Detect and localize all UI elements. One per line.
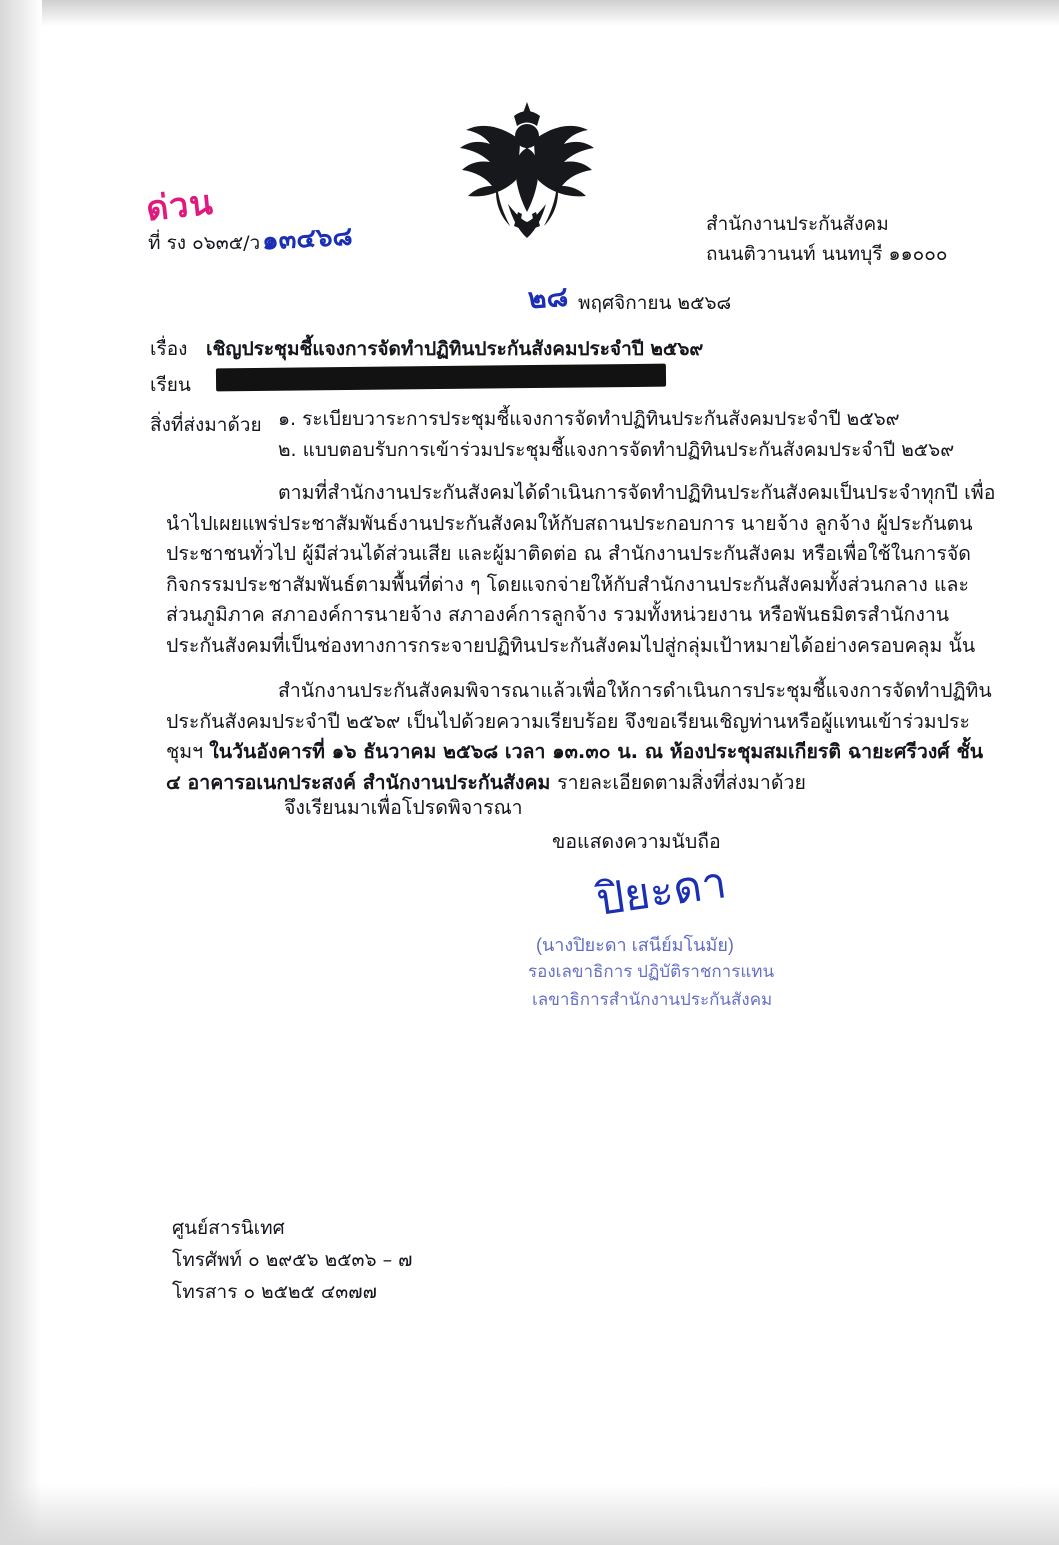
agency-name: สำนักงานประกันสังคม: [706, 213, 889, 235]
signer-position-line-2: เลขาธิการสำนักงานประกันสังคม: [532, 990, 773, 1009]
closing-line: จึงเรียนมาเพื่อโปรดพิจารณา: [284, 796, 523, 819]
attachments-label: สิ่งที่ส่งมาด้วย: [150, 414, 262, 436]
paragraph-2-text-part1: สำนักงานประกันสังคมพิจารณาแล้วเพื่อให้การดำเนินการประชุมชี้แจงการจัดทำปฏิทินประกันสังคมประจำปี ๒๕๖๙ เป็นไปด้วยความเรียบร้อย จึงขอเรียนเชิญท่านหรือผู้แทนเข้าร่วมประชุมฯ: [166, 679, 992, 763]
signature-mark: ปิยะดา: [593, 857, 730, 926]
redaction-bar: [216, 364, 666, 392]
signer-name: (นางปิยะดา เสนีย์มโนมัย): [536, 935, 734, 955]
page-bottom-shadow: [0, 1485, 1059, 1545]
paragraph-2-meeting-details: ในวันอังคารที่ ๑๖ ธันวาคม ๒๕๖๘ เวลา ๑๓.๓๐ น. ณ ห้องประชุมสมเกียรติ ฉายะศรีวงศ์ ชั้น ๔ อาคารอเนกประสงค์ สำนักงานประกันสังคม: [166, 740, 984, 794]
agency-address-line: ถนนติวานนท์ นนทบุรี ๑๑๐๐๐: [706, 243, 948, 265]
date-month-year: พฤศจิกายน ๒๕๖๘: [578, 292, 732, 314]
paragraph-2-text-part2: รายละเอียดตามสิ่งที่ส่งมาด้วย: [557, 770, 806, 794]
garuda-emblem-icon: [452, 96, 602, 246]
urgent-stamp: ด่วน: [144, 182, 216, 230]
attachment-item-1: ๑. ระเบียบวาระการประชุมชี้แจงการจัดทำปฏิทินประกันสังคมประจำปี ๒๕๖๙: [278, 408, 900, 430]
recipient-label: เรียน: [150, 374, 191, 396]
footer-fax: โทรสาร ๐ ๒๕๒๕ ๔๓๗๗: [172, 1281, 377, 1303]
document-number-handwritten: ๑๓๔๖๘: [261, 221, 354, 257]
footer-office: ศูนย์สารนิเทศ: [172, 1217, 285, 1239]
date-day-handwritten: ๒๘: [526, 280, 570, 315]
signer-position-line-1: รองเลขาธิการ ปฏิบัติราชการแทน: [528, 962, 775, 981]
subject-label: เรื่อง: [150, 338, 188, 360]
footer-phone: โทรศัพท์ ๐ ๒๙๕๖ ๒๕๓๖ – ๗: [172, 1249, 413, 1271]
regards-line: ขอแสดงความนับถือ: [552, 830, 721, 853]
footer-contact: [172, 1212, 412, 1308]
agency-address: [706, 209, 947, 269]
body-paragraph-1: [166, 478, 996, 661]
page-top-shadow: [0, 0, 1059, 26]
paragraph-1-text: ตามที่สำนักงานประกันสังคมได้ดำเนินการจัดทำปฏิทินประกันสังคมเป็นประจำทุกปี เพื่อนำไปเผยแพร่ประชาสัมพันธ์งานประกันสังคมให้กับสถานประกอบการ นายจ้าง ลูกจ้าง ผู้ประกันตน ประชาชนทั่วไป ผู้มีส่วนได้ส่วนเสีย และผู้มาติดต่อ ณ สำนักงานประกันสังคม หรือเพื่อใช้ในการจัดกิจกรรมประชาสัมพันธ์ตามพื้นที่ต่าง ๆ โดยแจกจ่ายให้กับสำนักงานประกันสังคมทั้งส่วนกลาง และส่วนภูมิภาค สภาองค์การนายจ้าง สภาองค์การลูกจ้าง รวมทั้งหน่วยงาน หรือพันธมิตรสำนักงานประกันสังคมที่เป็นช่องทางการกระจายปฏิทินประกันสังคมไปสู่กลุ่มเป้าหมายได้อย่างครอบคลุม นั้น: [166, 481, 996, 657]
page-left-shadow: [0, 0, 42, 1545]
document-number-label: ที่ รง ๐๖๓๕/ว: [148, 232, 261, 254]
subject-value: เชิญประชุมชี้แจงการจัดทำปฏิทินประกันสังคมประจำปี ๒๕๖๙: [206, 338, 704, 360]
attachment-item-2: ๒. แบบตอบรับการเข้าร่วมประชุมชี้แจงการจัดทำปฏิทินประกันสังคมประจำปี ๒๕๖๙: [278, 439, 955, 461]
body-paragraph-2: [166, 676, 996, 798]
